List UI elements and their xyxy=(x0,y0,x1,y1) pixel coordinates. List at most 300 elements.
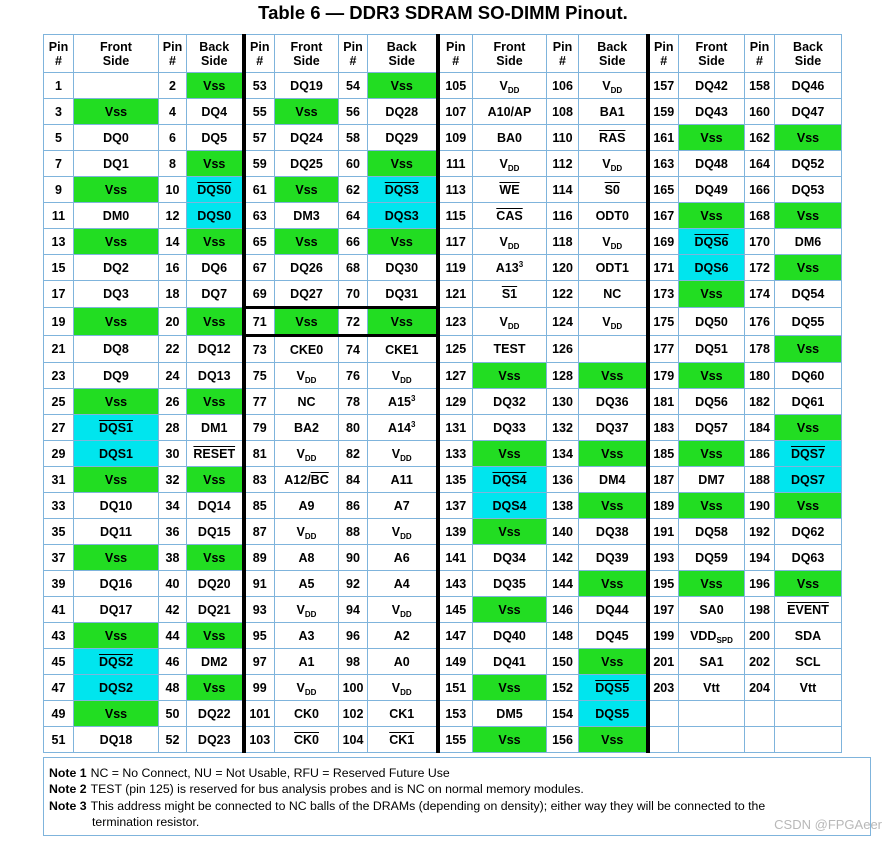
pin-signal: SA0 xyxy=(679,597,745,623)
pin-signal: A10/AP xyxy=(473,99,547,125)
pin-signal: A4 xyxy=(368,571,438,597)
column-header: Pin # xyxy=(339,35,368,73)
pin-number: 145 xyxy=(438,597,473,623)
pin-signal: DQS6 xyxy=(679,229,745,255)
pin-signal: DQS6 xyxy=(679,255,745,281)
pin-signal: $V_{DD}$ xyxy=(275,519,339,545)
column-header: Front Side xyxy=(473,35,547,73)
table-row xyxy=(44,597,842,623)
pin-signal: SDA xyxy=(775,623,842,649)
pin-number: 169 xyxy=(648,229,679,255)
pin-number: 90 xyxy=(339,545,368,571)
pin-number: 160 xyxy=(745,99,775,125)
pin-signal: $A13^3$ xyxy=(473,255,547,281)
pin-number: 164 xyxy=(745,151,775,177)
pin-signal: Vtt xyxy=(775,675,842,701)
pin-signal: DQ63 xyxy=(775,545,842,571)
pin-number: 104 xyxy=(339,727,368,753)
pin-signal: Vss xyxy=(368,229,438,255)
pin-signal: DQ17 xyxy=(74,597,159,623)
pin-number: 123 xyxy=(438,308,473,336)
pin-number: 183 xyxy=(648,415,679,441)
pin-number: 72 xyxy=(339,308,368,336)
empty-cell xyxy=(679,701,745,727)
pin-number: 1 xyxy=(44,73,74,99)
pin-number: 155 xyxy=(438,727,473,753)
pin-number: 2 xyxy=(159,73,187,99)
pin-signal: A5 xyxy=(275,571,339,597)
pin-signal: DQ21 xyxy=(187,597,244,623)
pin-number: 106 xyxy=(547,73,579,99)
pin-signal: DQ19 xyxy=(275,73,339,99)
pin-signal: DQS3 xyxy=(368,203,438,229)
pin-signal: DQS0 xyxy=(187,177,244,203)
pin-signal: DQ30 xyxy=(368,255,438,281)
pin-signal: $\overline{CAS}$ xyxy=(473,203,547,229)
pin-signal: $V_{DD}$ xyxy=(368,597,438,623)
pin-number: 66 xyxy=(339,229,368,255)
pin-signal: $V_{DD}$ xyxy=(579,151,648,177)
pin-signal: DQ20 xyxy=(187,571,244,597)
pin-signal: Vss xyxy=(473,519,547,545)
pin-number: 153 xyxy=(438,701,473,727)
pin-number: 8 xyxy=(159,151,187,177)
pin-signal: Vss xyxy=(775,255,842,281)
note-text: This address might be connected to NC balls of the DRAMs (depending on density); either way they will be connected to the xyxy=(90,799,766,813)
pin-signal: DQ23 xyxy=(187,727,244,753)
pin-number: 41 xyxy=(44,597,74,623)
pin-number: 150 xyxy=(547,649,579,675)
pin-signal: Vss xyxy=(187,623,244,649)
pin-signal: DQS0 xyxy=(187,203,244,229)
pin-number: 112 xyxy=(547,151,579,177)
pin-signal: CKE0 xyxy=(275,336,339,363)
pin-signal: DQ36 xyxy=(579,389,648,415)
pin-signal: Vss xyxy=(579,571,648,597)
pin-signal: DQS5 xyxy=(579,701,648,727)
pin-signal: Vss xyxy=(187,389,244,415)
pin-signal: $V_{DD}$ xyxy=(368,441,438,467)
pin-number: 201 xyxy=(648,649,679,675)
pin-signal: DQ25 xyxy=(275,151,339,177)
pin-number: 82 xyxy=(339,441,368,467)
pin-number: 137 xyxy=(438,493,473,519)
column-header: Pin # xyxy=(745,35,775,73)
pin-number: 120 xyxy=(547,255,579,281)
pin-signal: DQ31 xyxy=(368,281,438,308)
pin-number: 24 xyxy=(159,363,187,389)
pin-signal: $V_{DD}$ xyxy=(473,229,547,255)
pin-number: 25 xyxy=(44,389,74,415)
pin-signal: DQ9 xyxy=(74,363,159,389)
pin-number: 48 xyxy=(159,675,187,701)
pin-number: 196 xyxy=(745,571,775,597)
table-row xyxy=(44,649,842,675)
pin-signal: DQ15 xyxy=(187,519,244,545)
pin-number: 184 xyxy=(745,415,775,441)
pin-signal: $V_{REF}CA$ xyxy=(579,336,648,363)
pin-number: 101 xyxy=(244,701,275,727)
note-text: TEST (pin 125) is reserved for bus analysis probes and is NC on normal memory modules. xyxy=(90,782,584,796)
pin-signal: $A15^3$ xyxy=(368,389,438,415)
pin-signal: DQ32 xyxy=(473,389,547,415)
table-row xyxy=(44,73,842,99)
pin-number: 144 xyxy=(547,571,579,597)
pin-number: 14 xyxy=(159,229,187,255)
pin-signal: Vss xyxy=(473,597,547,623)
pin-signal: DQ34 xyxy=(473,545,547,571)
pin-signal: DQ27 xyxy=(275,281,339,308)
pin-signal: Vss xyxy=(74,467,159,493)
pin-signal: Vss xyxy=(775,415,842,441)
pin-signal: $\overline{RAS}$ xyxy=(579,125,648,151)
pin-signal: DQ47 xyxy=(775,99,842,125)
pin-number: 53 xyxy=(244,73,275,99)
table-row xyxy=(44,493,842,519)
pin-number: 37 xyxy=(44,545,74,571)
empty-cell xyxy=(679,727,745,753)
pin-number: 149 xyxy=(438,649,473,675)
pin-signal: $A12/\overline{BC}$ xyxy=(275,467,339,493)
pin-number: 151 xyxy=(438,675,473,701)
pin-signal: DM5 xyxy=(473,701,547,727)
pin-number: 189 xyxy=(648,493,679,519)
table-row xyxy=(44,415,842,441)
pin-signal: $V_{DD}$ xyxy=(579,229,648,255)
pin-number: 13 xyxy=(44,229,74,255)
pin-signal: DQS1 xyxy=(74,441,159,467)
table-row xyxy=(44,545,842,571)
column-header: Pin # xyxy=(159,35,187,73)
column-header: Pin # xyxy=(648,35,679,73)
pin-signal: DM0 xyxy=(74,203,159,229)
pin-number: 77 xyxy=(244,389,275,415)
pin-number: 57 xyxy=(244,125,275,151)
pin-number: 64 xyxy=(339,203,368,229)
pin-number: 107 xyxy=(438,99,473,125)
pin-signal: A0 xyxy=(368,649,438,675)
pin-signal: DQ29 xyxy=(368,125,438,151)
pin-signal: Vss xyxy=(473,727,547,753)
pin-signal: DQ16 xyxy=(74,571,159,597)
pin-number: 124 xyxy=(547,308,579,336)
pin-number: 61 xyxy=(244,177,275,203)
pin-number: 46 xyxy=(159,649,187,675)
pin-signal: $A14^3$ xyxy=(368,415,438,441)
note-3 xyxy=(49,798,765,830)
pin-number: 99 xyxy=(244,675,275,701)
pin-number: 194 xyxy=(745,545,775,571)
table-row xyxy=(44,727,842,753)
pin-number: 122 xyxy=(547,281,579,308)
pin-signal: A11 xyxy=(368,467,438,493)
pin-number: 204 xyxy=(745,675,775,701)
pin-signal: Vss xyxy=(275,99,339,125)
pin-signal: Vss xyxy=(679,571,745,597)
pin-signal: DQ4 xyxy=(187,99,244,125)
pin-number: 93 xyxy=(244,597,275,623)
pin-number: 59 xyxy=(244,151,275,177)
pin-number: 121 xyxy=(438,281,473,308)
pin-signal: Vss xyxy=(368,308,438,336)
pin-number: 74 xyxy=(339,336,368,363)
pin-signal: DQ60 xyxy=(775,363,842,389)
table-row xyxy=(44,125,842,151)
pin-signal: $V_{DD}$ xyxy=(579,308,648,336)
column-header: Back Side xyxy=(579,35,648,73)
pin-signal: CK0 xyxy=(275,727,339,753)
pin-number: 87 xyxy=(244,519,275,545)
pin-signal: DM7 xyxy=(679,467,745,493)
table-row xyxy=(44,229,842,255)
notes-box xyxy=(43,757,871,836)
pin-number: 130 xyxy=(547,389,579,415)
pin-number: 163 xyxy=(648,151,679,177)
pin-signal: DQ12 xyxy=(187,336,244,363)
pin-signal: CKE1 xyxy=(368,336,438,363)
pin-number: 52 xyxy=(159,727,187,753)
pin-number: 70 xyxy=(339,281,368,308)
pin-number: 133 xyxy=(438,441,473,467)
pin-signal: $V_{DD}$ xyxy=(473,308,547,336)
pin-number: 202 xyxy=(745,649,775,675)
pin-signal: DQ5 xyxy=(187,125,244,151)
pin-signal: DQ59 xyxy=(679,545,745,571)
pin-number: 4 xyxy=(159,99,187,125)
pin-signal: BA1 xyxy=(579,99,648,125)
pin-number: 162 xyxy=(745,125,775,151)
pin-number: 78 xyxy=(339,389,368,415)
pin-number: 31 xyxy=(44,467,74,493)
pin-number: 143 xyxy=(438,571,473,597)
pin-number: 27 xyxy=(44,415,74,441)
pin-number: 85 xyxy=(244,493,275,519)
pinout-table xyxy=(43,34,842,753)
pin-signal: DQS2 xyxy=(74,675,159,701)
empty-cell xyxy=(745,727,775,753)
pin-signal: Vss xyxy=(775,336,842,363)
column-header: Back Side xyxy=(775,35,842,73)
pin-number: 92 xyxy=(339,571,368,597)
pin-signal: CK1 xyxy=(368,701,438,727)
pin-signal: $V_{DD}$ xyxy=(275,597,339,623)
pin-signal: BA0 xyxy=(473,125,547,151)
pin-number: 58 xyxy=(339,125,368,151)
pin-signal: DQ55 xyxy=(775,308,842,336)
empty-cell xyxy=(648,701,679,727)
pin-signal: DQ42 xyxy=(679,73,745,99)
pin-number: 62 xyxy=(339,177,368,203)
pin-signal: DQS1 xyxy=(74,415,159,441)
note-1 xyxy=(49,765,450,781)
pin-number: 188 xyxy=(745,467,775,493)
pin-signal: DQS2 xyxy=(74,649,159,675)
pin-number: 154 xyxy=(547,701,579,727)
table-row xyxy=(44,675,842,701)
pin-signal: S1 xyxy=(473,281,547,308)
pin-signal: A2 xyxy=(368,623,438,649)
pin-number: 138 xyxy=(547,493,579,519)
pin-signal: Vss xyxy=(579,363,648,389)
pin-signal: DQ13 xyxy=(187,363,244,389)
pin-signal: DM1 xyxy=(187,415,244,441)
pin-number: 128 xyxy=(547,363,579,389)
pin-number: 147 xyxy=(438,623,473,649)
pin-number: 187 xyxy=(648,467,679,493)
pin-number: 56 xyxy=(339,99,368,125)
pin-signal: $V_{DD}$ xyxy=(368,519,438,545)
pin-signal: Vss xyxy=(275,177,339,203)
pin-number: 180 xyxy=(745,363,775,389)
pin-number: 81 xyxy=(244,441,275,467)
pin-signal: Vss xyxy=(775,125,842,151)
pin-number: 39 xyxy=(44,571,74,597)
pin-number: 86 xyxy=(339,493,368,519)
pin-number: 110 xyxy=(547,125,579,151)
pin-signal: Vss xyxy=(579,493,648,519)
pin-number: 139 xyxy=(438,519,473,545)
pin-number: 127 xyxy=(438,363,473,389)
pin-number: 18 xyxy=(159,281,187,308)
pin-signal: DQ37 xyxy=(579,415,648,441)
pin-number: 174 xyxy=(745,281,775,308)
pin-signal: DQ11 xyxy=(74,519,159,545)
table-row xyxy=(44,308,842,336)
pin-signal: ODT1 xyxy=(579,255,648,281)
pin-number: 19 xyxy=(44,308,74,336)
pin-signal: Vss xyxy=(679,363,745,389)
pin-number: 75 xyxy=(244,363,275,389)
column-header: Pin # xyxy=(547,35,579,73)
pin-signal: DQ18 xyxy=(74,727,159,753)
column-header: Pin # xyxy=(44,35,74,73)
pin-signal: DQ6 xyxy=(187,255,244,281)
pin-number: 34 xyxy=(159,493,187,519)
pin-number: 43 xyxy=(44,623,74,649)
pin-signal: $V_{DD}$ xyxy=(473,151,547,177)
pin-signal: $\overline{WE}$ xyxy=(473,177,547,203)
pin-signal: DQ14 xyxy=(187,493,244,519)
pin-number: 158 xyxy=(745,73,775,99)
pin-number: 23 xyxy=(44,363,74,389)
pin-number: 79 xyxy=(244,415,275,441)
table-row xyxy=(44,177,842,203)
pin-number: 32 xyxy=(159,467,187,493)
pin-number: 6 xyxy=(159,125,187,151)
pin-number: 191 xyxy=(648,519,679,545)
pin-signal: DQS7 xyxy=(775,441,842,467)
pin-number: 131 xyxy=(438,415,473,441)
pin-signal: DQ54 xyxy=(775,281,842,308)
pin-number: 148 xyxy=(547,623,579,649)
pin-signal: A3 xyxy=(275,623,339,649)
pin-number: 28 xyxy=(159,415,187,441)
pin-number: 109 xyxy=(438,125,473,151)
pin-number: 157 xyxy=(648,73,679,99)
pin-number: 102 xyxy=(339,701,368,727)
pin-number: 103 xyxy=(244,727,275,753)
pin-number: 146 xyxy=(547,597,579,623)
column-header: Back Side xyxy=(368,35,438,73)
pin-number: 125 xyxy=(438,336,473,363)
pin-number: 45 xyxy=(44,649,74,675)
empty-cell xyxy=(775,727,842,753)
pin-number: 9 xyxy=(44,177,74,203)
pin-number: 181 xyxy=(648,389,679,415)
pin-number: 115 xyxy=(438,203,473,229)
pin-number: 140 xyxy=(547,519,579,545)
pin-number: 114 xyxy=(547,177,579,203)
pin-number: 119 xyxy=(438,255,473,281)
pin-signal: NC xyxy=(579,281,648,308)
pin-number: 193 xyxy=(648,545,679,571)
pin-number: 84 xyxy=(339,467,368,493)
pin-number: 15 xyxy=(44,255,74,281)
pin-signal: Vss xyxy=(187,73,244,99)
pin-signal: DQS4 xyxy=(473,467,547,493)
pin-number: 178 xyxy=(745,336,775,363)
watermark: CSDN @FPGAeer xyxy=(774,817,882,832)
pin-number: 30 xyxy=(159,441,187,467)
pin-number: 200 xyxy=(745,623,775,649)
pin-signal: DM6 xyxy=(775,229,842,255)
pin-number: 197 xyxy=(648,597,679,623)
pin-number: 161 xyxy=(648,125,679,151)
pin-signal: DQS3 xyxy=(368,177,438,203)
pin-signal: $V_{DD}$ xyxy=(473,73,547,99)
pin-number: 142 xyxy=(547,545,579,571)
table-row xyxy=(44,363,842,389)
pin-signal: Vss xyxy=(679,125,745,151)
table-row xyxy=(44,99,842,125)
pin-number: 173 xyxy=(648,281,679,308)
pin-number: 67 xyxy=(244,255,275,281)
table-row xyxy=(44,571,842,597)
pin-number: 49 xyxy=(44,701,74,727)
table-row xyxy=(44,255,842,281)
pin-signal: Vss xyxy=(579,727,648,753)
pin-signal: DQ44 xyxy=(579,597,648,623)
empty-cell xyxy=(775,701,842,727)
pin-number: 7 xyxy=(44,151,74,177)
pin-signal: Vss xyxy=(187,675,244,701)
pin-signal: $V_{DD}$ xyxy=(275,675,339,701)
pin-number: 76 xyxy=(339,363,368,389)
table-row xyxy=(44,623,842,649)
pin-signal: Vss xyxy=(187,467,244,493)
pin-signal: DM2 xyxy=(187,649,244,675)
pin-signal: EVENT xyxy=(775,597,842,623)
pin-number: 95 xyxy=(244,623,275,649)
pin-number: 171 xyxy=(648,255,679,281)
pin-signal: DQ8 xyxy=(74,336,159,363)
table-title: Table 6 — DDR3 SDRAM SO-DIMM Pinout. xyxy=(258,2,628,23)
pin-signal: Vss xyxy=(187,308,244,336)
pin-number: 55 xyxy=(244,99,275,125)
pin-number: 126 xyxy=(547,336,579,363)
pin-signal: DQ62 xyxy=(775,519,842,545)
pin-signal: DQ57 xyxy=(679,415,745,441)
pin-signal: DQ49 xyxy=(679,177,745,203)
pin-signal: DQ41 xyxy=(473,649,547,675)
pin-signal: DQ33 xyxy=(473,415,547,441)
pin-signal: CK1 xyxy=(368,727,438,753)
pin-number: 91 xyxy=(244,571,275,597)
pin-number: 73 xyxy=(244,336,275,363)
pin-number: 38 xyxy=(159,545,187,571)
pin-number: 203 xyxy=(648,675,679,701)
pin-number: 33 xyxy=(44,493,74,519)
